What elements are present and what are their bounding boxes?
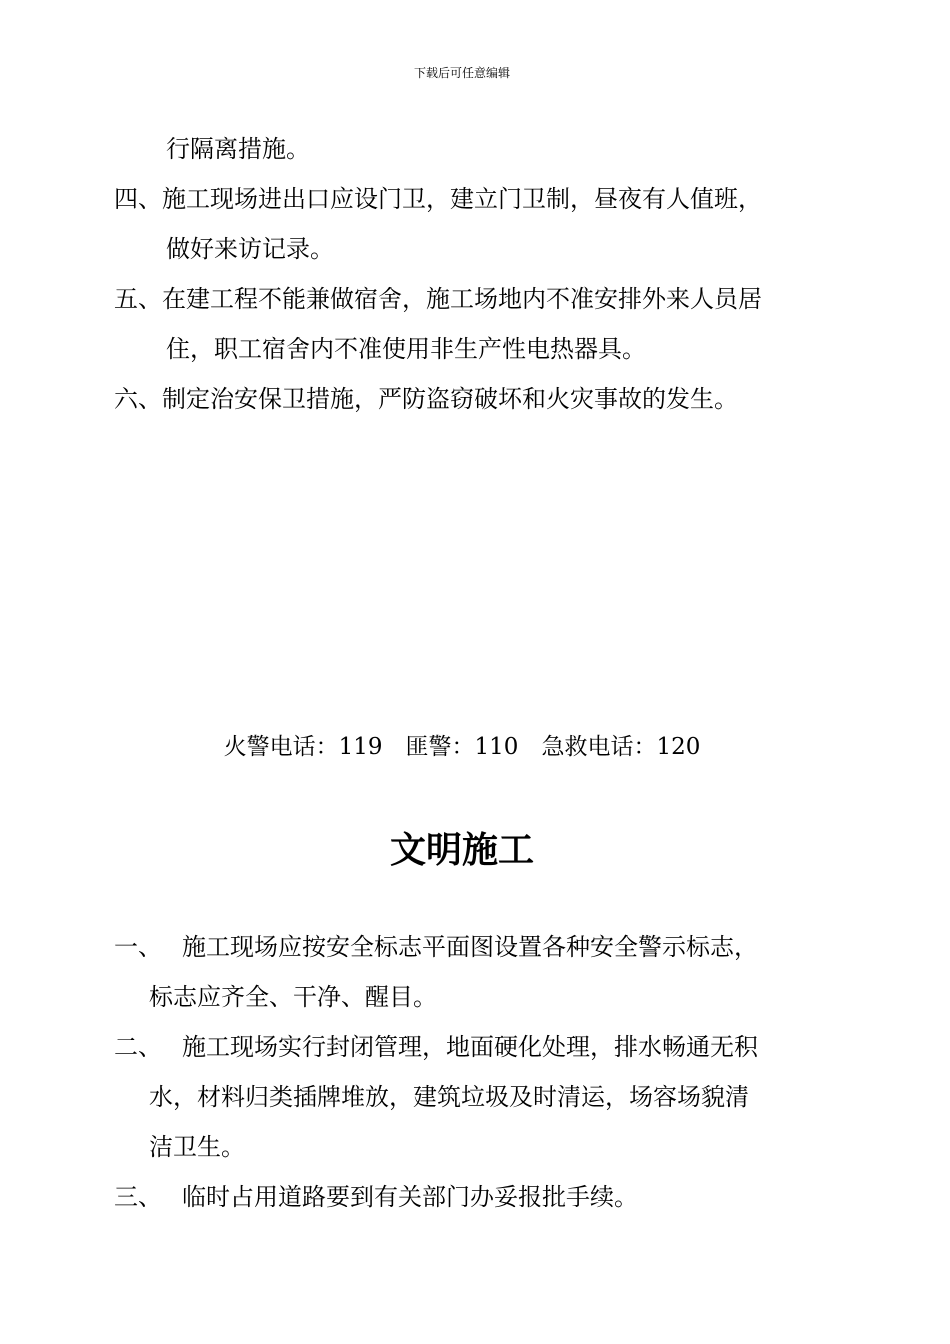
item-text-line: 在建工程不能兼做宿舍，施工场地内不准安排外来人员居 [162,285,762,313]
civil-item-2-line-3: 洁卫生。 [149,1133,245,1161]
security-item-6 [114,374,814,424]
item-number: 一、 [114,933,162,961]
section-title: 文明施工 [389,829,534,871]
item-text-line: 施工现场应按安全标志平面图设置各种安全警示标志， [182,933,758,961]
item-text-line: 临时占用道路要到有关部门办妥报批手续。 [182,1183,638,1211]
item-text-line: 制定治安保卫措施，严防盗窃破坏和火灾事故的发生。 [162,385,738,413]
security-item-5 [114,274,814,324]
civil-item-2-line-2: 水，材料归类插牌堆放，建筑垃圾及时清运，场容场貌清 [149,1083,749,1111]
security-item-4-line-2: 做好来访记录。 [166,235,334,263]
page-header-note: 下载后可任意编辑 [413,66,510,80]
item-text-line: 施工现场实行封闭管理，地面硬化处理，排水畅通无积 [182,1033,758,1061]
civil-item-2 [114,1022,814,1072]
security-item-4 [114,174,814,224]
civil-item-3 [114,1172,814,1222]
item-number: 三、 [114,1183,162,1211]
item-number: 六、 [114,385,162,413]
civil-item-1-line-2: 标志应齐全、干净、醒目。 [149,983,437,1011]
civil-item-1 [114,922,814,972]
item-number: 五、 [114,285,162,313]
security-item-continuation: 行隔离措施。 [166,135,310,163]
emergency-phones: 火警电话：119 匪警：110 急救电话：120 [223,734,701,760]
security-item-5-line-2: 住，职工宿舍内不准使用非生产性电热器具。 [166,335,646,363]
item-number: 二、 [114,1033,162,1061]
item-number: 四、 [114,185,162,213]
item-text-line: 施工现场进出口应设门卫，建立门卫制，昼夜有人值班， [162,185,762,213]
